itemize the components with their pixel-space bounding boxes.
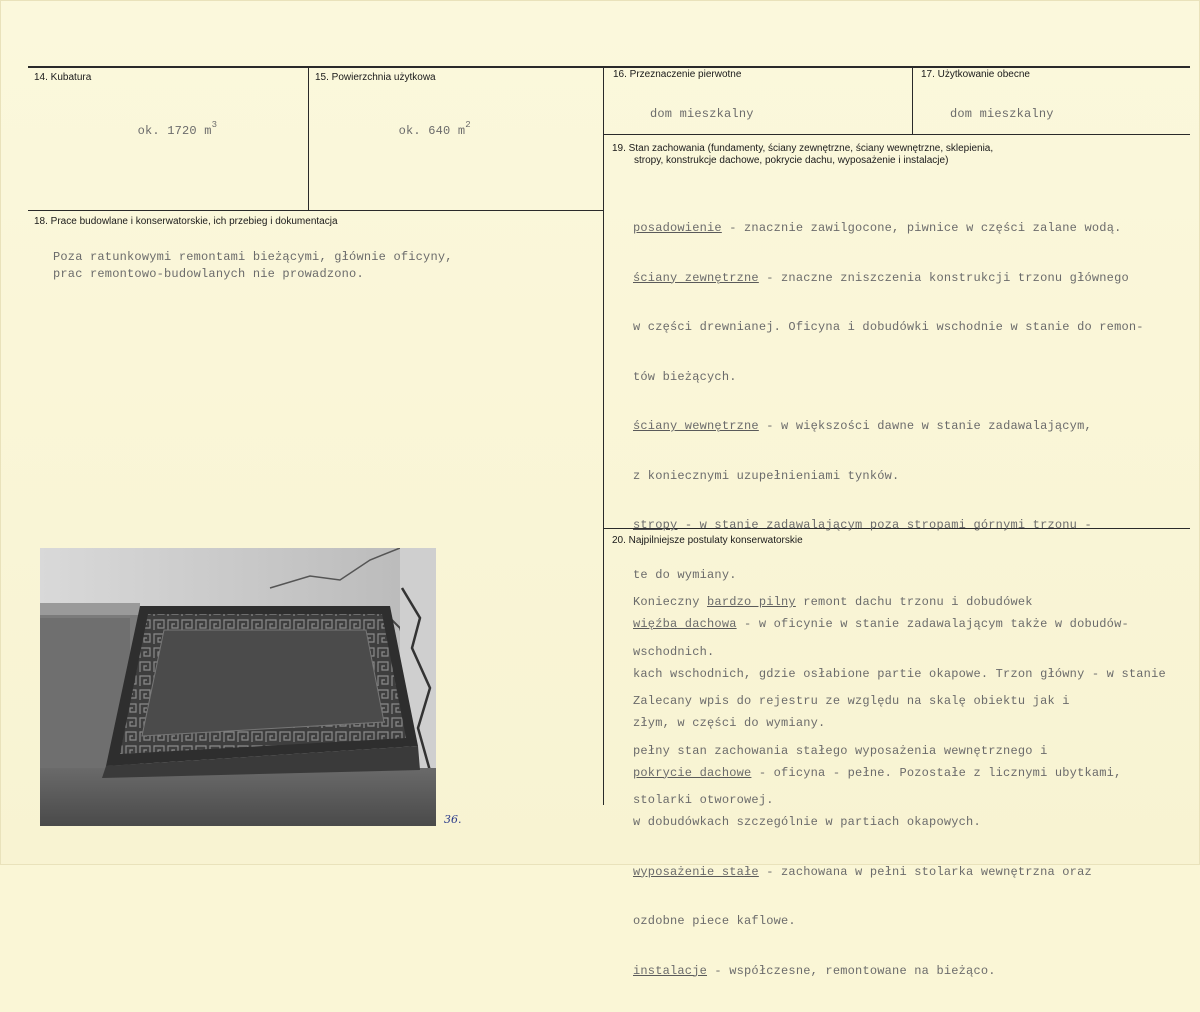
field-18-text-line-2: prac remontowo-budowlanych nie prowadzono. xyxy=(53,267,364,281)
photo-image xyxy=(40,548,436,826)
postulate-text: remont dachu trzonu i dobudówek xyxy=(795,595,1033,609)
field-18-label: 18. Prace budowlane i konserwatorskie, ich przebieg i dokumentacja xyxy=(34,216,338,227)
condition-text: - w stanie zadawalającym poza stropami górnymi trzonu - xyxy=(677,518,1092,532)
condition-line xyxy=(633,220,1193,237)
condition-line: z koniecznymi uzupełnieniami tynków. xyxy=(633,468,900,483)
field-18-text-line-1: Poza ratunkowymi remontami bieżącymi, głównie oficyny, xyxy=(53,250,453,264)
rule-under-16-17 xyxy=(604,134,1190,135)
condition-text: - znaczne zniszczenia konstrukcji trzonu głównego xyxy=(758,270,1129,285)
condition-term: wyposażenie stałe xyxy=(633,864,759,879)
condition-term: ściany wewnętrzne xyxy=(633,419,759,433)
condition-line xyxy=(633,270,1193,287)
field-20-label: 20. Najpilniejsze postulaty konserwatorskie xyxy=(612,535,803,546)
postulate-line: stolarki otworowej. xyxy=(633,793,774,807)
condition-line: te do wymiany. xyxy=(633,567,737,582)
field-16-value: dom mieszkalny xyxy=(650,107,754,121)
condition-text: - znacznie zawilgocone, piwnice w części zalane wodą. xyxy=(721,221,1122,235)
condition-line: w części drewnianej. Oficyna i dobudówki wschodnie w stanie do remon- xyxy=(633,320,1144,334)
area-exponent: 2 xyxy=(465,119,471,130)
rule-under-14-15 xyxy=(28,210,603,211)
stove-tile-photo xyxy=(40,548,436,826)
condition-line xyxy=(633,963,1193,980)
postulate-line: pełny stan zachowania stałego wyposażenia wewnętrznego i xyxy=(633,743,1048,758)
condition-text: - zachowana w pełni stolarka wewnętrzna oraz xyxy=(758,864,1092,879)
condition-term: ściany zewnętrzne xyxy=(633,270,759,285)
field-17-label: 17. Użytkowanie obecne xyxy=(921,69,1030,80)
field-19-label-line-1: 19. Stan zachowania (fundamenty, ściany zewnętrzne, ściany wewnętrzne, sklepienia, xyxy=(612,143,994,154)
postulate-line: wschodnich. xyxy=(633,644,715,659)
condition-term: więźba dachowa xyxy=(633,617,737,631)
condition-term: instalacje xyxy=(633,963,708,978)
field-15-value xyxy=(369,106,471,157)
photo-number: 36. xyxy=(444,813,462,826)
field-15-label: 15. Powierzchnia użytkowa xyxy=(315,72,436,83)
condition-text: - w większości dawne w stanie zadawalającym, xyxy=(758,419,1092,433)
postulate-line: Zalecany wpis do rejestru ze względu na skalę obiektu jak i xyxy=(633,694,1070,708)
condition-term: posadowienie xyxy=(633,221,722,235)
condition-text: - oficyna - pełne. Pozostałe z licznymi ubytkami, xyxy=(751,765,1122,780)
divider-main xyxy=(603,67,604,805)
cubature-exponent: 3 xyxy=(211,119,218,130)
condition-term: pokrycie dachowe xyxy=(633,765,752,780)
condition-line: w dobudówkach szczególnie w partiach okapowych. xyxy=(633,815,981,829)
divider-14-15 xyxy=(308,67,309,210)
condition-line: tów bieżących. xyxy=(633,369,737,384)
postulate-emphasis: bardzo pilny xyxy=(707,595,796,609)
condition-term: stropy xyxy=(633,518,678,532)
area-text: ok. 640 m xyxy=(398,123,466,138)
cubature-text: ok. 1720 m xyxy=(137,123,212,138)
condition-line xyxy=(633,864,1193,881)
field-17-value: dom mieszkalny xyxy=(950,107,1054,121)
condition-line: złym, w części do wymiany. xyxy=(633,716,826,730)
condition-line: ozdobne piece kaflowe. xyxy=(633,914,796,928)
field-14-value xyxy=(108,106,217,157)
condition-line: kach wschodnich, gdzie osłabione partie okapowe. Trzon główny - w stanie xyxy=(633,666,1166,681)
postulate-line xyxy=(633,594,1070,611)
postulate-text: Konieczny xyxy=(633,595,708,609)
field-14-label: 14. Kubatura xyxy=(34,72,92,83)
condition-text: - w oficynie w stanie zadawalającym także w dobudów- xyxy=(736,617,1129,631)
divider-16-17 xyxy=(912,67,913,134)
field-19-label-line-2: stropy, konstrukcje dachowe, pokrycie dachu, wyposażenie i instalacje) xyxy=(634,155,949,166)
field-16-label: 16. Przeznaczenie pierwotne xyxy=(613,69,742,80)
condition-text: - współczesne, remontowane na bieżąco. xyxy=(707,963,996,978)
field-20-body xyxy=(633,561,1070,842)
condition-line xyxy=(633,418,1193,435)
condition-line xyxy=(633,517,1193,534)
